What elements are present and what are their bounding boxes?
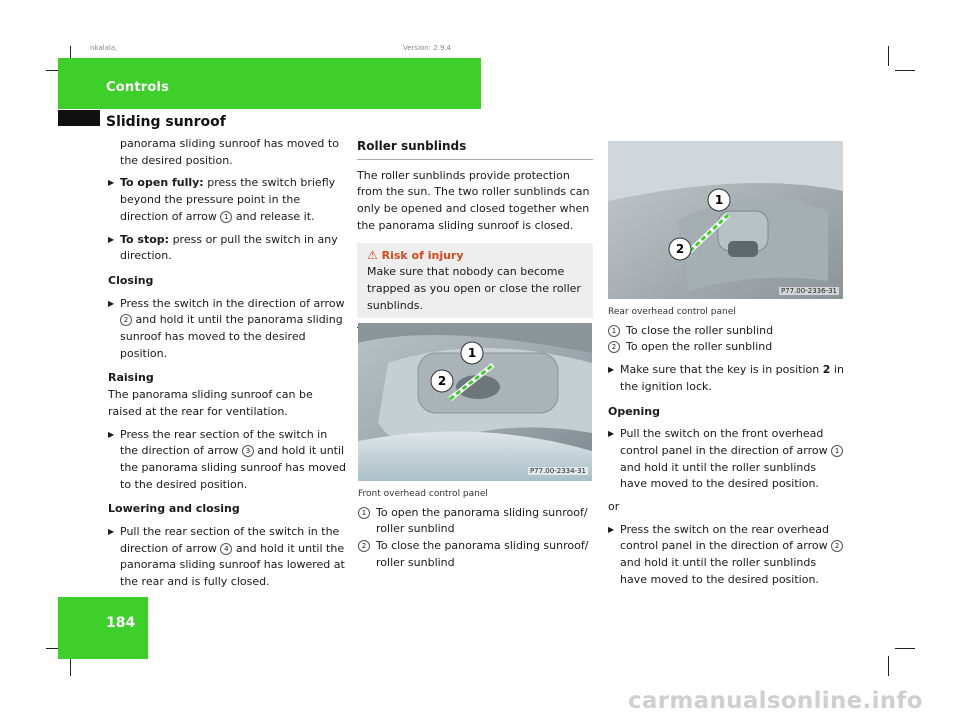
warning-triangle-icon: ⚠ — [367, 247, 378, 262]
or-text: or — [608, 500, 620, 514]
photo-code: P77.00-2336-31 — [780, 287, 837, 295]
arrow-number: 1 — [831, 445, 843, 457]
warning-text: Make sure that nobody can become trapped as you open or close the roller sunblinds. — [367, 265, 581, 312]
front-caption: Front overhead control panel — [358, 489, 488, 499]
list-item: ▶ Press the switch on the rear overhead control panel in the direction of arrow 2 and hold it until the roller sunblinds have moved to the desired position. — [608, 522, 844, 589]
photo-label-1: 1 — [714, 193, 724, 207]
bullet-arrow-icon: ▶ — [608, 365, 615, 375]
crop-mark — [895, 70, 915, 71]
column-2-captions — [358, 486, 594, 572]
arrow-number: 4 — [220, 543, 232, 555]
crop-mark — [888, 46, 889, 66]
photo-label-2: 2 — [437, 374, 447, 388]
subheading-raising: Raising — [108, 371, 154, 385]
legend-item: 2 To open the roller sunblind — [608, 339, 844, 356]
watermark: carmanualsonline.info — [628, 688, 923, 714]
column-3 — [608, 304, 844, 589]
photo-code: P77.00-2334-31 — [529, 467, 586, 475]
crop-mark — [895, 648, 915, 649]
legend-number: 1 — [608, 325, 620, 337]
bullet-arrow-icon: ▶ — [108, 298, 115, 308]
arrow-number: 1 — [220, 211, 232, 223]
legend-number: 2 — [358, 540, 370, 552]
subheading-closing: Closing — [108, 273, 154, 287]
legend-number: 2 — [608, 341, 620, 353]
legend-item: 1 To open the panorama sliding sunroof/ roller sunblind — [358, 505, 594, 538]
print-note-left: nkalala, — [90, 44, 118, 52]
list-item: ▶ To stop: press or pull the switch in any direction. — [108, 232, 338, 263]
title-marker — [58, 110, 100, 126]
subheading-lowering: Lowering and closing — [108, 502, 240, 516]
bullet-arrow-icon: ▶ — [108, 429, 115, 439]
list-item: ▶ Make sure that the key is in position 2 in the ignition lock. — [608, 363, 844, 393]
raising-intro: The panorama sliding sunroof can be raised at the rear for ventilation. — [108, 388, 313, 418]
bullet-arrow-icon: ▶ — [108, 178, 115, 188]
warning-title: ⚠ Risk of injury — [367, 247, 464, 262]
front-overhead-panel-photo — [358, 323, 592, 481]
intro-text: panorama sliding sunroof has moved to the desired position. — [120, 137, 339, 167]
page-number: 184 — [106, 615, 136, 631]
arrow-number: 2 — [120, 314, 132, 326]
arrow-number: 3 — [242, 445, 254, 457]
photo-label-1: 1 — [467, 346, 477, 360]
subheading-opening: Opening — [608, 404, 660, 418]
roller-sunblinds-heading: Roller sunblinds — [357, 138, 593, 160]
legend-number: 1 — [358, 507, 370, 519]
bullet-arrow-icon: ▶ — [608, 429, 615, 439]
list-item: ▶ Press the switch in the direction of arrow 2 and hold it until the panorama sliding sunroof has moved to the desired position. — [108, 296, 345, 360]
legend-item: 1 To close the roller sunblind — [608, 323, 844, 340]
crop-mark — [70, 656, 71, 676]
warning-box — [357, 243, 593, 319]
roller-intro: The roller sunblinds provide protection from the sun. The two roller sunblinds can only be opened and closed together when the panorama sliding sunroof is closed. — [357, 168, 590, 232]
bullet-arrow-icon: ▶ — [108, 527, 115, 537]
list-item: ▶ Press the rear section of the switch in the direction of arrow 3 and hold it until the panorama sliding sunroof has moved to the desired position. — [108, 427, 346, 491]
section-title: Controls — [106, 80, 170, 95]
photo-label-2: 2 — [675, 242, 685, 256]
rear-overhead-panel-photo — [608, 141, 843, 299]
rear-panel-illustration — [608, 141, 843, 299]
arrow-number: 2 — [831, 540, 843, 552]
bullet-arrow-icon: ▶ — [608, 524, 615, 534]
list-item: ▶ Pull the switch on the front overhead control panel in the direction of arrow 1 and hold it until the roller sunblinds have moved to the desired position. — [608, 426, 844, 493]
front-panel-illustration — [358, 323, 592, 481]
bullet-arrow-icon: ▶ — [108, 234, 115, 244]
column-1 — [108, 136, 346, 591]
legend-item: 2 To close the panorama sliding sunroof/ roller sunblind — [358, 538, 594, 571]
page-title: Sliding sunroof — [106, 114, 226, 130]
print-note-right: Version: 2.9.4 — [403, 44, 452, 52]
rear-caption: Rear overhead control panel — [608, 307, 736, 317]
crop-mark — [888, 656, 889, 676]
list-item: ▶ Pull the rear section of the switch in the direction of arrow 4 and hold it until the panorama sliding sunroof has lowered at the rear and is fully closed. — [108, 525, 345, 589]
list-item: ▶ To open fully: press the switch briefly beyond the pressure point in the direction of arrow 1 and release it. — [108, 176, 336, 223]
